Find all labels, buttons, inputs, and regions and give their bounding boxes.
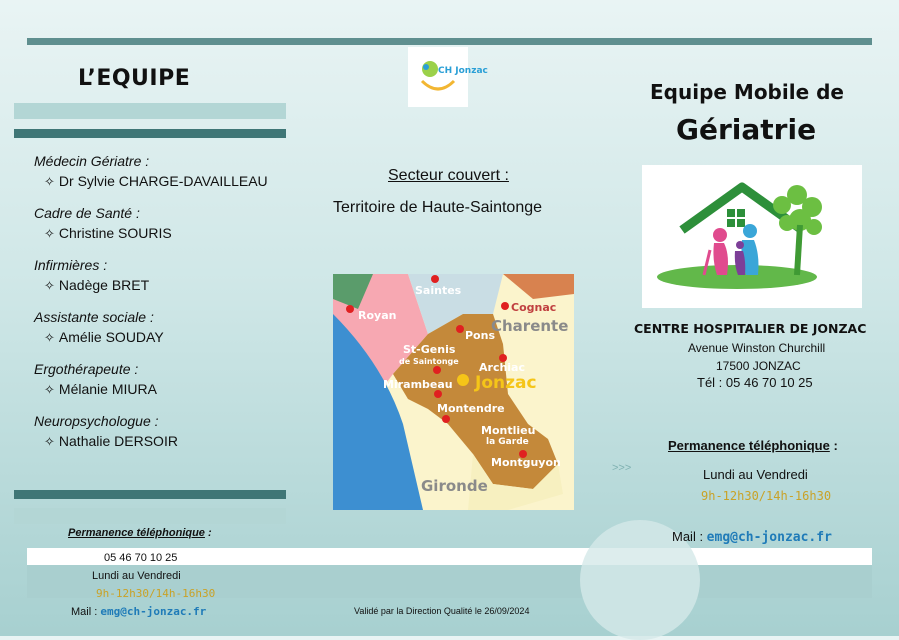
team-member: [34, 413, 178, 450]
team-member: [34, 205, 172, 242]
diamond-bullet-icon: ✧: [44, 382, 55, 397]
team-name: Nathalie DERSOIR: [58, 433, 178, 449]
diamond-bullet-icon: ✧: [44, 226, 55, 241]
team-member: [34, 153, 268, 190]
diamond-bullet-icon: ✧: [44, 278, 55, 293]
mail-left-link[interactable]: emg@ch-jonzac.fr: [100, 605, 207, 618]
left-bar-dark-2: [14, 490, 286, 499]
days-left: Lundi au Vendredi: [92, 570, 181, 582]
mail-left-label: Mail :: [71, 606, 101, 618]
mail-right-label: Mail :: [672, 529, 707, 544]
map-label-royan: Royan: [358, 309, 397, 322]
team-member: [34, 361, 157, 398]
title-line-1: Equipe Mobile de: [650, 80, 844, 104]
title-line-2: Gériatrie: [676, 113, 817, 146]
team-person: [44, 225, 172, 242]
map-label-pons: Pons: [465, 329, 495, 342]
hospital-address: Avenue Winston Churchill: [688, 341, 826, 355]
hospital-zip: 17500 JONZAC: [716, 359, 801, 373]
sector-title: [388, 167, 509, 185]
permanence-right-label: Permanence téléphonique: [668, 438, 830, 453]
hospital-tel: Tél : 05 46 70 10 25: [697, 375, 813, 390]
hours-right: 9h-12h30/14h-16h30: [701, 489, 832, 503]
team-role: Médecin Gériatre :: [34, 153, 150, 169]
sector-text: Territoire de Haute-Saintonge: [333, 199, 543, 216]
team-title: L’EQUIPE: [78, 66, 191, 91]
mail-right: [672, 529, 832, 545]
map-label-montendre: Montendre: [437, 402, 505, 415]
diamond-bullet-icon: ✧: [44, 174, 55, 189]
map-label-la-garde: la Garde: [486, 437, 529, 447]
territory-map: [333, 274, 574, 510]
team-person: [44, 381, 157, 398]
mail-left: [71, 605, 206, 618]
team-role: Ergothérapeute :: [34, 361, 139, 377]
days-right: Lundi au Vendredi: [703, 467, 808, 482]
team-name: Dr Sylvie CHARGE-DAVAILLEAU: [58, 173, 268, 189]
team-person: [44, 277, 149, 294]
ch-jonzac-logo: [408, 47, 488, 107]
top-bar: [27, 38, 872, 45]
team-name: Mélanie MIURA: [58, 381, 157, 397]
permanence-left-colon: :: [204, 527, 212, 539]
map-label-montguyon: Montguyon: [491, 456, 561, 469]
sector-title-text: Secteur couvert: [388, 167, 505, 184]
team-person: [44, 433, 178, 450]
phone-left: 05 46 70 10 25: [104, 552, 178, 564]
map-label-cognac: Cognac: [511, 301, 557, 314]
sector-title-colon: :: [504, 167, 509, 184]
arrows-icon: >>>: [612, 462, 632, 474]
permanence-right-colon: :: [829, 438, 838, 453]
geriatric-illustration: [642, 165, 862, 308]
team-role: Cadre de Santé :: [34, 205, 140, 221]
validation-note: Validé par la Direction Qualité le 26/09/2024: [354, 606, 530, 616]
diamond-bullet-icon: ✧: [44, 330, 55, 345]
team-name: Nadège BRET: [58, 277, 150, 293]
team-person: [44, 329, 164, 346]
map-label-de-saintonge: de Saintonge: [399, 357, 459, 366]
team-member: [34, 257, 149, 294]
left-bar-light-2: [14, 508, 286, 524]
left-bar-light-1: [14, 103, 286, 119]
map-label-jonzac: Jonzac: [475, 373, 537, 393]
team-role: Neuropsychologue :: [34, 413, 159, 429]
logo-text: CH Jonzac: [438, 66, 488, 76]
map-label-gironde: Gironde: [421, 477, 488, 495]
permanence-left-label: Permanence téléphonique: [68, 527, 205, 539]
permanence-right: [668, 438, 838, 453]
hospital-name: CENTRE HOSPITALIER DE JONZAC: [634, 321, 867, 336]
permanence-left: [68, 527, 212, 539]
map-label-saintes: Saintes: [415, 284, 462, 297]
team-role: Assistante sociale :: [34, 309, 154, 325]
map-label-st-genis: St-Genis: [403, 343, 456, 356]
hours-left: 9h-12h30/14h-16h30: [96, 587, 216, 600]
diamond-bullet-icon: ✧: [44, 434, 55, 449]
team-name: Christine SOURIS: [58, 225, 172, 241]
team-member: [34, 309, 164, 346]
map-label-charente: Charente: [491, 317, 569, 335]
mail-right-link[interactable]: emg@ch-jonzac.fr: [706, 530, 832, 545]
team-role: Infirmières :: [34, 257, 108, 273]
map-label-mirambeau: Mirambeau: [383, 378, 453, 391]
team-name: Amélie SOUDAY: [58, 329, 164, 345]
map-label-montlieu: Montlieu: [481, 424, 536, 437]
left-bar-dark-1: [14, 129, 286, 138]
team-person: [44, 173, 268, 190]
map-label-archiac: Archiac: [479, 361, 526, 374]
